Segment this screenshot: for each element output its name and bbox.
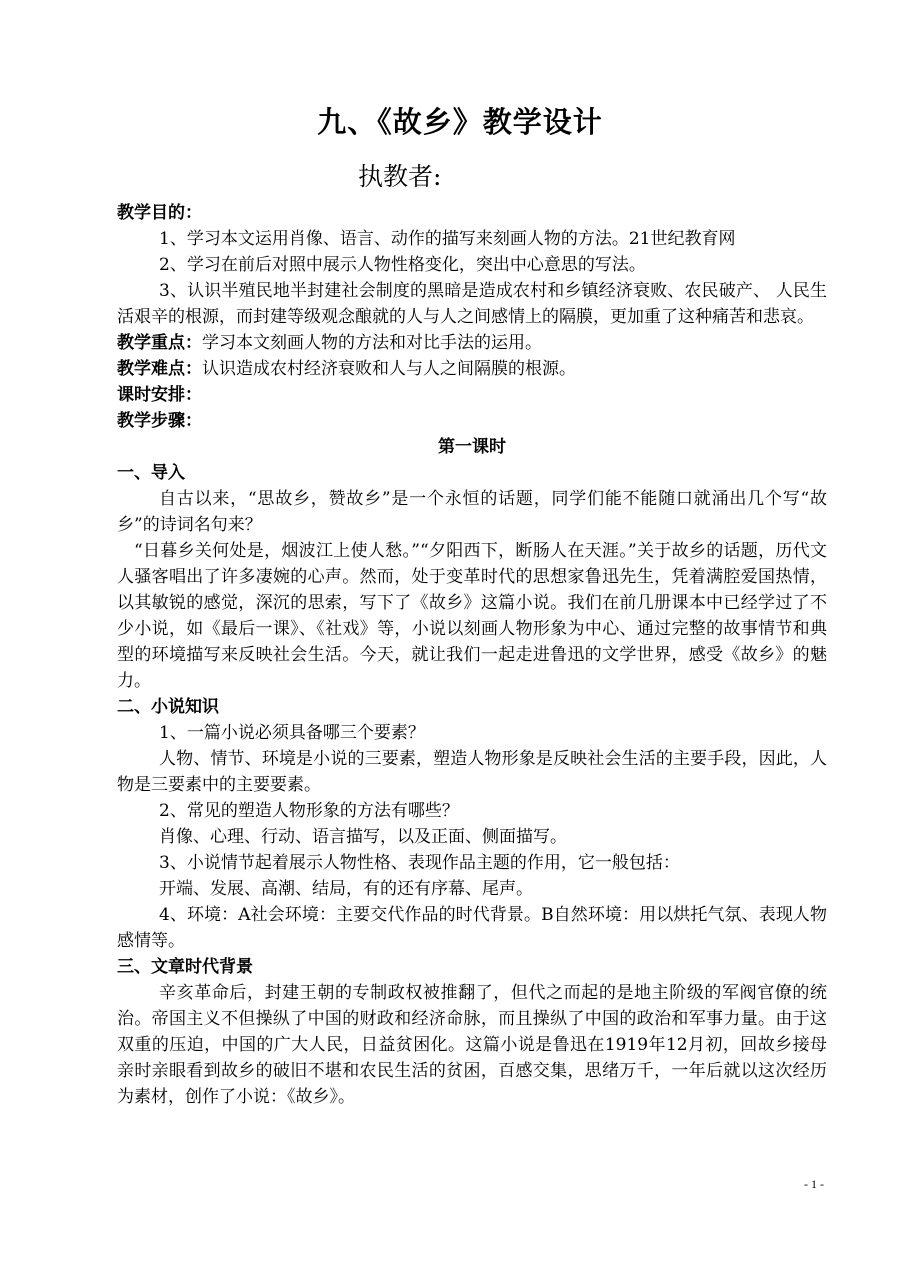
document-body <box>117 200 827 1110</box>
section-heading: 一、导入 <box>117 463 185 483</box>
section-paragraph: 人物、情节、环境是小说的三要素，塑造人物形象是反映社会生活的主要手段，因此，人物是三要素中的主要要素。 <box>117 749 827 795</box>
section-paragraph: 辛亥革命后，封建王朝的专制政权被推翻了，但代之而起的是地主阶级的军阀官僚的统治。帝国主义不但操纵了中国的财政和经济命脉，而且操纵了中国的政治和军事力量。由于这双重的压迫，中国的广大人民，日益贫困化。这篇小说是鲁迅在1919年12月初，回故乡接母亲时亲眼看到故乡的破旧不堪和农民生活的贫困，百感交集，思绪万千，一年后就以这次经历为素材，创作了小说：《故乡》。 <box>117 983 827 1107</box>
section-paragraph: 自古以来，“思故乡，赞故乡”是一个永恒的话题，同学们能不能随口就涌出几个写“故乡”的诗词名句来？ <box>117 489 827 535</box>
section-paragraph: 4、环境：A社会环境：主要交代作品的时代背景。B自然环境：用以烘托气氛、表现人物感情等。 <box>117 905 827 951</box>
difficulty-text: 认识造成农村经济衰败和人与人之间隔膜的根源。 <box>202 359 576 379</box>
key-point-text: 学习本文刻画人物的方法和对比手法的运用。 <box>202 333 542 353</box>
key-point-label: 教学重点： <box>117 333 202 353</box>
objective-item: 2、学习在前后对照中展示人物性格变化，突出中心意思的写法。 <box>159 255 646 275</box>
section-paragraph: “日暮乡关何处是，烟波江上使人愁。”“夕阳西下，断肠人在天涯。”关于故乡的话题，历代文人骚客唱出了许多凄婉的心声。然而，处于变革时代的思想家鲁迅先生，凭着满腔爱国热情，以其敏锐的感觉，深沉的思索，写下了《故乡》这篇小说。我们在前几册课本中已经学过了不少小说，如《最后一课》、《社戏》等，小说以刻画人物形象为中心、通过完整的故事情节和典型的环境描写来反映社会生活。今天，就让我们一起走进鲁迅的文学世界，感受《故乡》的魅力。 <box>117 541 827 691</box>
section-paragraph: 肖像、心理、行动、语言描写，以及正面、侧面描写。 <box>159 827 567 847</box>
key-point <box>117 330 827 356</box>
section-paragraph: 1、一篇小说必须具备哪三个要素？ <box>159 723 425 743</box>
section-heading: 三、文章时代背景 <box>117 957 253 977</box>
section-paragraph: 开端、发展、高潮、结局，有的还有序幕、尾声。 <box>159 879 533 899</box>
section-heading: 二、小说知识 <box>117 697 219 717</box>
objective-item: 1、学习本文运用肖像、语言、动作的描写来刻画人物的方法。21世纪教育网 <box>159 229 736 249</box>
document-title: 九、《故乡》教学设计 <box>317 105 603 139</box>
lesson-title: 第一课时 <box>438 437 506 457</box>
difficulty <box>117 356 827 382</box>
page-number: - 1 - <box>804 1177 824 1191</box>
schedule-label: 课时安排： <box>117 385 202 405</box>
difficulty-label: 教学难点： <box>117 359 202 379</box>
objective-item: 3、认识半殖民地半封建社会制度的黑暗是造成农村和乡镇经济衰败、农民破产、 人民生活艰辛的根源，而封建等级观念酿就的人与人之间感情上的隔膜，更加重了这种痛苦和悲哀。 <box>117 281 827 327</box>
author-label: 执教者: <box>358 162 442 191</box>
steps-label: 教学步骤： <box>117 411 202 431</box>
objectives-heading: 教学目的： <box>117 203 202 223</box>
section-paragraph: 2、常见的塑造人物形象的方法有哪些？ <box>159 801 459 821</box>
section-paragraph: 3、小说情节起着展示人物性格、表现作品主题的作用，它一般包括： <box>159 853 680 873</box>
